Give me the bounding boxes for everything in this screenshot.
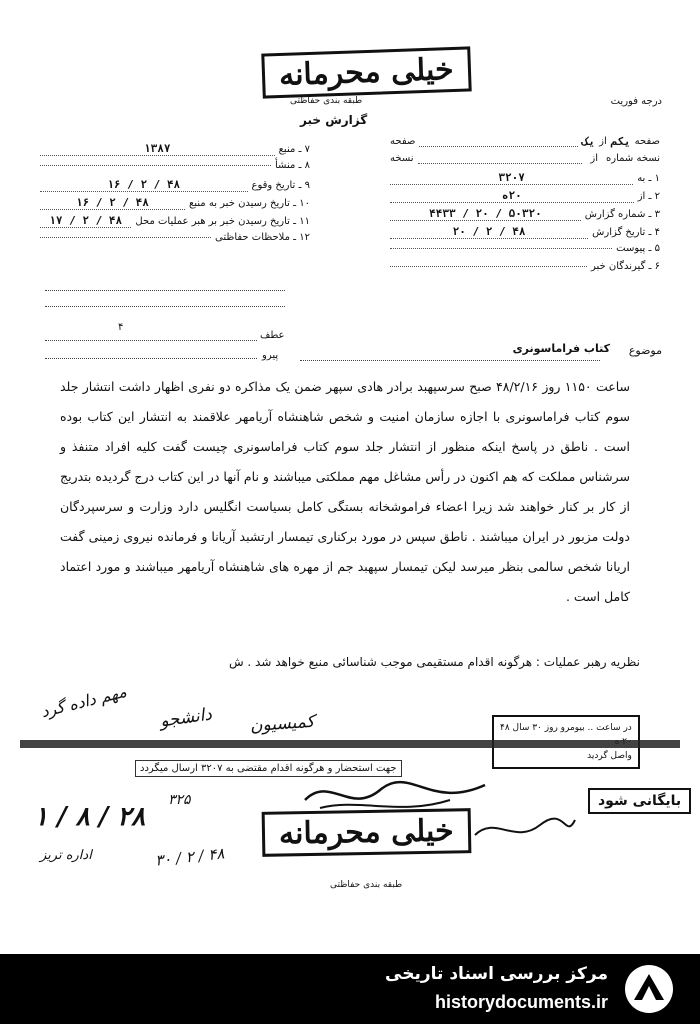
form-field-row <box>40 214 310 228</box>
subject-line <box>300 360 600 361</box>
form-field-line <box>390 189 634 203</box>
form-field-line <box>419 136 578 147</box>
subject-value: کتاب فراماسونری <box>512 342 610 355</box>
follow-label: پیرو <box>262 350 279 361</box>
form-field-label: ۹ ـ تاریخ وقوع <box>251 179 310 191</box>
form-field-label: ۱۰ ـ تاریخ رسیدن خبر به منبع <box>188 197 310 209</box>
form-field-line <box>390 266 587 267</box>
archive-logo-icon <box>622 962 676 1016</box>
form-field-row <box>40 178 310 192</box>
classification-stamp-top: خیلی محرمانه <box>261 46 471 98</box>
received-stamp-line: واصل گردید <box>587 751 632 761</box>
signature-scribble <box>470 810 580 850</box>
handwritten-signature: کمیسیون <box>249 711 316 737</box>
form-field-line <box>390 207 581 221</box>
report-title: گزارش خبر <box>300 113 368 127</box>
classification-label-bottom: طبقه بندی حفاظتی <box>330 880 403 890</box>
archive-footer <box>0 954 700 1024</box>
form-field-value: ۴۸ / ۲ / ۲۰ <box>452 225 526 238</box>
form-field-line <box>390 171 633 185</box>
form-field-label: ۸ ـ منشأ <box>274 160 310 171</box>
form-field-line <box>40 237 211 238</box>
form-field-row <box>390 207 660 221</box>
form-field-row <box>390 261 660 272</box>
form-field-label: ۴ ـ تاریخ گزارش <box>592 226 660 238</box>
archive-stamp: بایگانی شود <box>588 788 691 814</box>
page-number: ۴ <box>118 322 124 333</box>
form-field-value: ۴۸ / ۲ / ۱۷ <box>49 214 123 227</box>
form-field-row <box>40 196 310 210</box>
form-field-label: ۱۲ ـ ملاحظات حفاظتی <box>215 232 310 243</box>
form-field-line <box>418 153 583 164</box>
handwritten-note: اداره تریز <box>40 848 92 863</box>
form-field-line <box>390 225 588 239</box>
form-field-value: یکم <box>610 135 631 148</box>
handwritten-signature: دانشجو <box>158 704 214 732</box>
form-field-line <box>40 196 185 210</box>
form-field-value: ۴۸ / ۲ / ۱۶ <box>107 178 181 191</box>
form-field-row <box>40 232 310 243</box>
divider-line <box>45 306 285 307</box>
form-field-value: ۴۸ / ۲ / ۱۶ <box>76 196 149 209</box>
form-field-value: ۳۲۰۷ <box>498 171 525 184</box>
form-field-line <box>40 178 248 192</box>
form-field-label: ۶ ـ گیرندگان خبر <box>590 261 660 272</box>
priority-label: درجه فوریت <box>610 96 662 107</box>
action-note: جهت استحضار و هرگونه اقدام مقتضی به ۳۲۰۷ ارسال میگردد <box>135 760 402 777</box>
handwritten-date: ۴۸ / ۲ / ۳۰ <box>154 844 226 870</box>
form-field-line <box>40 165 271 166</box>
form-field-separator: از <box>590 153 599 164</box>
divider-line <box>45 340 257 341</box>
received-stamp-line: در ساعت .. بیومرو روز ۳۰ سال ۴۸ <box>500 723 632 733</box>
form-field-line <box>40 214 131 228</box>
handwritten-note: مهم داده گرد <box>39 681 129 722</box>
form-field-row <box>390 189 660 203</box>
form-field-label: ۳ ـ شماره گزارش <box>584 208 660 220</box>
form-field-row <box>390 153 660 164</box>
form-field-label: صفحه <box>634 136 660 147</box>
form-field-row <box>390 135 660 148</box>
ref-label: عطف <box>260 330 285 341</box>
subject-label: موضوع <box>628 344 662 357</box>
form-field-suffix: صفحه <box>390 136 416 147</box>
handwritten-date: ۲۸ / ۸ / ۱ <box>34 802 146 832</box>
form-field-line <box>40 142 275 156</box>
redaction-strip <box>20 730 680 760</box>
form-field-row <box>40 142 310 156</box>
form-field-row <box>40 160 310 171</box>
form-field-value: یک <box>581 135 596 148</box>
form-field-value: ۲۰ه <box>501 189 522 202</box>
archive-url: historydocuments.ir <box>434 992 608 1012</box>
form-field-value: ۵۰۳۲۰ / ۲۰ / ۴۴۳۳ <box>429 207 542 220</box>
operations-opinion: نظریه رهبر عملیات : هرگونه اقدام مستقیمی موجب شناسائی منبع خواهد شد . ش <box>228 655 640 669</box>
form-field-row <box>390 225 660 239</box>
report-body: ساعت ۱۱۵۰ روز ۴۸/۲/۱۶ صبح سرسپهبد برادر هادی سپهر ضمن یک مذاکره دو نفری اظهار داشت انتشار جلد سوم کتاب فراماسونری با اجازه سازمان امنیت و شخص شاهنشاه آریامهر علاقمند به انتشار این کتاب بوده است . ناطق در پاسخ اینکه منظور از انتشار جلد سوم کتاب فراماسونری چیست گفت کلیه افراد متنفذ و سرشناس مملکت که هم اکنون در رأس مشاغل مهم مملکتی میباشند و نام آنها در این کتاب درج گردیده بتدریج از کار بر کنار خواهند شد زیرا اعضاء فراموشخانه بستگی کامل بسیاست انگلیس دارد وزارت و سرسپردگان دولت مزبور در ایران میباشند . ناطق سپس در مورد برکناری تیمسار ارتشبد آریانا و فرمانده نیروی زمینی گفت اریانا شخص سالمی بنظر میرسد لیکن تیمسار سپهبد جم از مهره های شاهنشاه آریامهر میباشند و مورد اعتماد کامل است . <box>60 379 630 604</box>
handwritten-number: ۳۲۵ <box>168 792 191 808</box>
form-field-label: ۱۱ ـ تاریخ رسیدن خبر بر هبر عملیات محل <box>135 215 310 227</box>
form-field-label: ۵ ـ پیوست <box>616 243 660 254</box>
form-field-label: نسخه شماره <box>606 153 660 164</box>
archive-name: مرکز بررسی اسناد تاریخی <box>385 964 608 984</box>
form-field-value: ۱۳۸۷ <box>144 142 171 155</box>
form-field-label: ۲ ـ از <box>637 190 660 202</box>
classification-label-top: طبقه بندی حفاظتی <box>290 96 363 106</box>
form-field-suffix: نسخه <box>390 153 414 164</box>
form-field-separator: از <box>599 136 607 147</box>
classification-stamp-bottom: خیلی محرمانه <box>262 808 471 857</box>
form-field-row <box>390 243 660 254</box>
form-field-label: ۷ ـ منبع <box>278 143 310 155</box>
form-field-row <box>390 171 660 185</box>
divider-line <box>45 290 285 291</box>
divider-line <box>45 358 257 359</box>
form-field-label: ۱ ـ به <box>637 172 660 184</box>
form-field-line <box>390 248 612 249</box>
